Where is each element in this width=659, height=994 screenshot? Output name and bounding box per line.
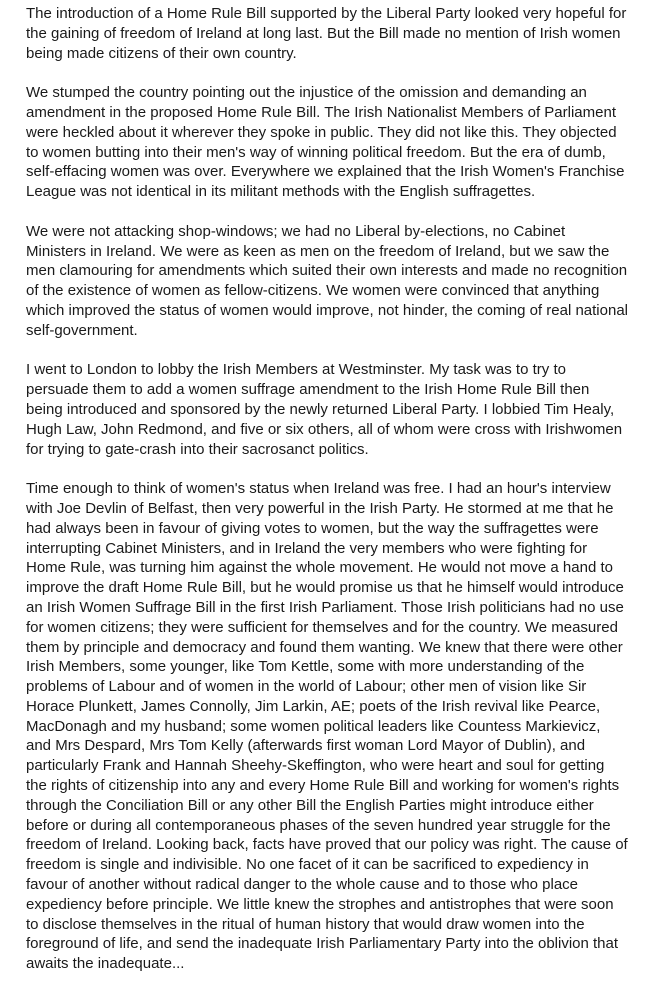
- text-line: Time enough to think of women's status when Ireland was free. I had an hour's interview: [26, 480, 611, 498]
- text-line: We stumped the country pointing out the injustice of the omission and demanding an: [26, 84, 587, 102]
- text-line: amendment in the proposed Home Rule Bill. The Irish Nationalist Members of Parliament: [26, 103, 616, 121]
- paragraph-1: [26, 4, 638, 63]
- text-line: Ministers in Ireland. We were as keen as men on the freedom of Ireland, but we saw the: [26, 242, 610, 260]
- text-line: with Joe Devlin of Belfast, then very powerful in the Irish Party. He stormed at me that he: [26, 499, 614, 517]
- text-line: particularly Frank and Hannah Sheehy-Skeffington, who were heart and soul for getting: [26, 757, 605, 775]
- text-line: Horace Plunkett, James Connolly, Jim Larkin, AE; poets of the Irish revival like Pearce,: [26, 697, 601, 715]
- paragraph-4: [26, 360, 638, 459]
- text-line: self-government.: [26, 321, 138, 339]
- text-line: favour of another without radical danger to the whole cause and to those who place: [26, 876, 579, 894]
- text-line: and Mrs Despard, Mrs Tom Kelly (afterwards first woman Lord Mayor of Dublin), and: [26, 737, 586, 755]
- text-line: Home Rule, was turning him against the whole movement. He would not move a hand to: [26, 559, 613, 577]
- document-body: [26, 4, 638, 994]
- text-line: The introduction of a Home Rule Bill supported by the Liberal Party looked very hopeful for: [26, 5, 627, 22]
- text-line: foreground of life, and send the inadequate Irish Parliamentary Party into the oblivion that: [26, 935, 619, 953]
- text-line: for trying to gate-crash into their sacrosanct politics.: [26, 440, 369, 458]
- text-line: expediency before principle. We little knew the strophes and antistrophes that were soon: [26, 895, 614, 913]
- text-line: improve the draft Home Rule Bill, but he would promise us that he himself would introduce: [26, 579, 624, 597]
- text-line: for women citizens; they were sufficient for themselves and for the country. We measured: [26, 618, 618, 636]
- text-line: problems of Labour and of women in the world of Labour; other men of vision like Sir: [26, 678, 587, 696]
- text-line: MacDonagh and my husband; some women political leaders like Countess Markievicz,: [26, 717, 601, 735]
- text-line: had always been in favour of giving votes to women, but the way the suffragettes were: [26, 519, 599, 537]
- paragraph-3: [26, 222, 638, 341]
- text-line: interrupting Cabinet Ministers, and in Ireland the very members who were fighting for: [26, 539, 588, 557]
- paragraph-2: [26, 83, 638, 202]
- text-line: men clamouring for amendments which suited their own interests and made no recognition: [26, 262, 628, 280]
- text-line: of the existence of women as fellow-citizens. We women were convinced that anything: [26, 282, 600, 300]
- text-line: to disclose themselves in the ritual of human history that would draw women into the: [26, 915, 585, 933]
- text-line: Irish Members, some younger, like Tom Kettle, some with more understanding of the: [26, 658, 585, 676]
- text-line: freedom is single and indivisible. No one facet of it can be sacrificed to expediency in: [26, 856, 589, 874]
- text-line: the gaining of freedom of Ireland at long last. But the Bill made no mention of Irish women: [26, 24, 621, 42]
- text-line: being introduced and sponsored by the newly returned Liberal Party. I lobbied Tim Healy,: [26, 400, 615, 418]
- text-line: which improved the status of women would improve, not hinder, the coming of real national: [26, 301, 628, 319]
- text-line: awaits the inadequate...: [26, 955, 185, 973]
- text-line: through the Conciliation Bill or any other Bill the English Parties might introduce either: [26, 796, 594, 814]
- text-line: an Irish Women Suffrage Bill in the first Irish Parliament. Those Irish politicians had no use: [26, 598, 624, 616]
- text-line: to women butting into their men's way of winning political freedom. But the era of dumb,: [26, 143, 606, 161]
- paragraph-5: [26, 479, 638, 974]
- text-line: before or during all contemporaneous phases of the seven hundred year struggle for the: [26, 816, 611, 834]
- text-line: I went to London to lobby the Irish Members at Westminster. My task was to try to: [26, 361, 566, 379]
- text-line: self-effacing women was over. Everywhere we explained that the Irish Women's Franchise: [26, 163, 625, 181]
- text-line: Hugh Law, John Redmond, and five or six others, all of whom were cross with Irishwomen: [26, 420, 623, 438]
- text-line: League was not identical in its militant methods with the English suffragettes.: [26, 183, 536, 201]
- text-line: persuade them to add a women suffrage amendment to the Irish Home Rule Bill then: [26, 381, 590, 399]
- text-line: freedom of Ireland. Looking back, facts have proved that our policy was right. The cause of: [26, 836, 628, 854]
- text-line: We were not attacking shop-windows; we had no Liberal by-elections, no Cabinet: [26, 222, 566, 240]
- text-line: them by principle and democracy and found them wanting. We knew that there were other: [26, 638, 623, 656]
- text-line: being made citizens of their own country.: [26, 44, 297, 62]
- text-line: the rights of citizenship into any and every Home Rule Bill and working for women's rights: [26, 777, 620, 795]
- text-line: were heckled about it wherever they spoke in public. They did not like this. They objected: [26, 123, 617, 141]
